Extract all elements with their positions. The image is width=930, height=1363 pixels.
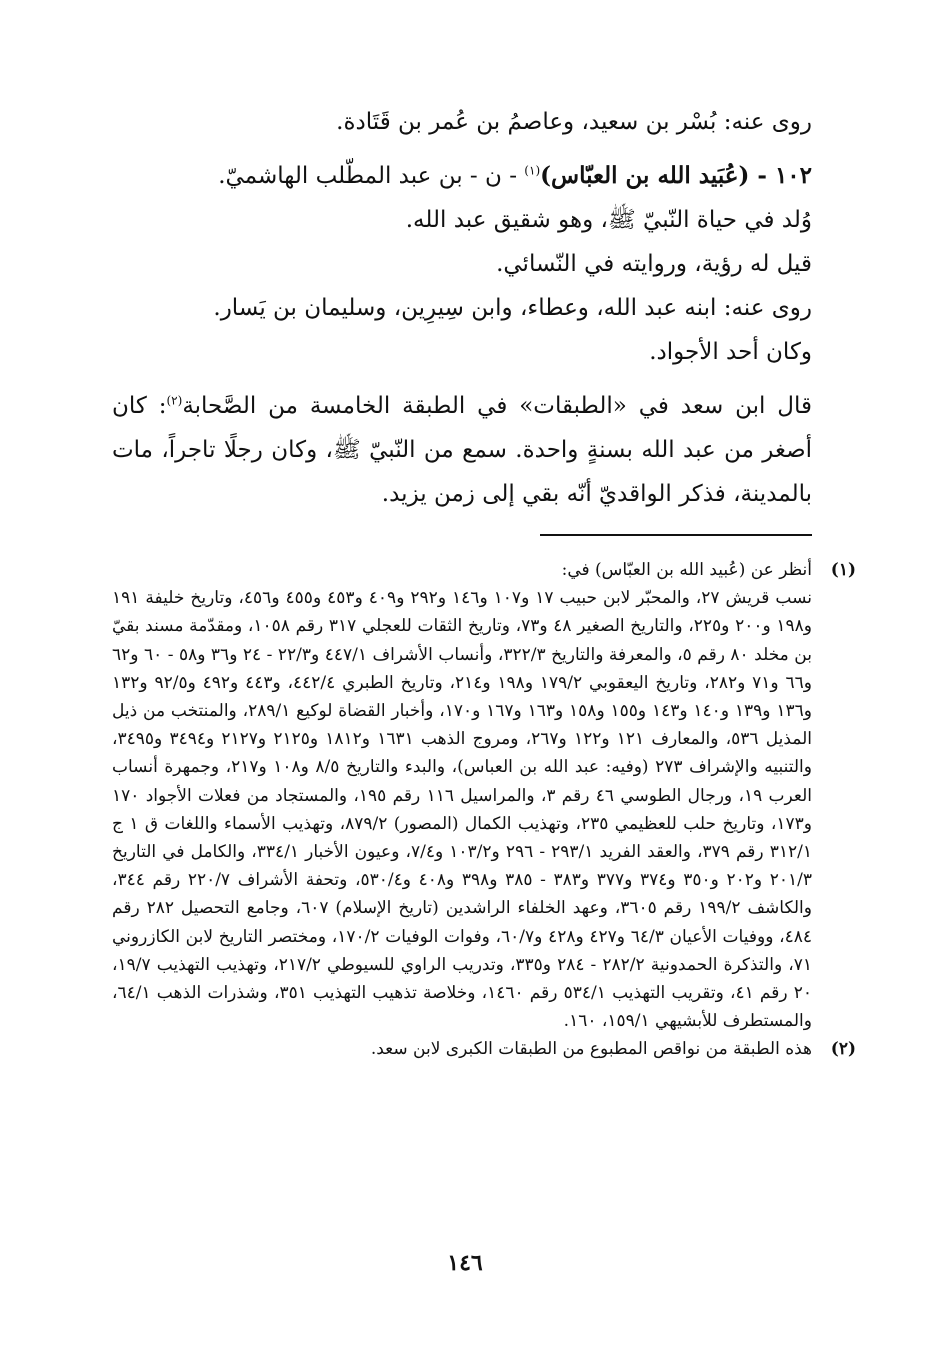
footnotes-section	[112, 556, 856, 1064]
footnote-divider	[540, 534, 812, 536]
footnote-marker-2[interactable]: (٢)	[166, 393, 183, 408]
narrated-by-line: روى عنه: ابنه عبد الله، وعطاء، وابن سِيرِين، وسليمان بن يَسار.	[213, 295, 812, 321]
footnote-number: (٢)	[830, 1039, 856, 1060]
footnote-1	[112, 556, 856, 1035]
born-line: وُلد في حياة النّبيّ ﷺ، وهو شقيق عبد الله.	[405, 207, 812, 233]
footnote-heading: أنظر عن (عُبيد الله بن العبّاس) في:	[561, 560, 812, 580]
footnote-sources: نسب قريش ٢٧، والمحبّر لابن حبيب ١٧ و١٠٧ و١٤٦ و٢٩٢ و٤٠٩ و٤٥٣ و٤٥٥ و٤٥٦، وتاريخ خليفة ١٩١ و١٩٨ و٢٠٠ و٢٢٥، والتاريخ الصغير ٤٨ و٧٣، وتاريخ الثقات للعجلي ٣١٧ رقم ١٠٥٨، ومقدّمة مسند بقيّ بن مخلد ٨٠ رقم ٥، والمعرفة والتاريخ ٣٢٢/٣، وأنساب الأشراف ٤٤٧/١ و٢٢/٣ - ٢٤ و٣٦ و٥٨ - ٦٠ و٦٢ و٦٦ و٧١ و٢٨٢، وتاريخ اليعقوبي ١٧٩/٢ و١٩٨ و٢١٤، وتاريخ الطبري ٤٤٢/٤، و٤٤٣ و٤٩٢ و٩٢/٥ و١٣٢ و١٣٦ و١٣٩ و١٤٠ و١٤٣ و١٥٥ و١٥٨ و١٦٣ و١٦٧ و١٧٠، وأخبار القضاة لوكيع ٢٨٩/١، والمنتخب من ذيل المذيل ٥٣٦، والمعارف ١٢١ و١٢٢ و٢٦٧، ومروج الذهب ١٦٣١ و١٨١٢ و٢١٢٥ و٢١٢٧ و٣٤٩٤ و٣٤٩٥، والتنبيه والإشراف ٢٧٣ (وفيه: عبد الله بن العباس)، والبدء والتاريخ ٨/٥ و١٠٨ و٢١٧، وجمهرة أنساب العرب ١٩، ورجال الطوسي ٤٦ رقم ٣، والمراسيل ١١٦ رقم ١٩٥، والمستجاد من فعلات الأجواد ١٧٠ و١٧٣، وتاريخ حلب للعظيمي ٢٣٥، وتهذيب الكمال (المصور) ٨٧٩/٢، وتهذيب الأسماء واللغات ق ١ ج ٣١٢/١ رقم ٣٧٩، والعقد الفريد ٢٩٣/١ - ٢٩٦ و١٠٣/٢ و٧/٤، وعيون الأخبار ٣٣٤/١، والكامل في التاريخ ٢٠١/٣ و٢٠٢ و٣٥٠ و٣٧٤ و٣٧٧ و٣٨٣ - ٣٨٥ و٣٩٨ و٤٠٨ و٥٣٠/٤، وتحفة الأشراف ٢٢٠/٧ رقم ٣٤٤، والكاشف ١٩٩/٢ رقم ٣٦٠٥، وعهد الخلفاء الراشدين (تاريخ الإسلام) ٦٠٧، وجامع التحصيل ٢٨٢ رقم ٤٨٤، ووفيات الأعيان ٦٤/٣ و٤٢٧ و٤٢٨ و٦٠/٧، وفوات الوفيات ١٧٠/٢، ومختصر التاريخ لابن الكازروني ٧١، والتذكرة الحمدونية ٢٨٢/٢ - ٢٨٤ و٣٣٥، وتدريب الراوي للسيوطي ٢١٧/٢، وتهذيب التهذيب ١٩/٧، ٢٠ رقم ٤١، وتقريب التهذيب ٥٣٤/١ رقم ١٤٦٠، وخلاصة تذهيب التهذيب ٣٥١، وشذرات الذهب ٦٤/١، والمستطرف للأبشيهي ١٥٩/١، ١٦٠.	[112, 588, 813, 1032]
generous-line: وكان أحد الأجواد.	[649, 339, 812, 365]
vision-line: قيل له رؤية، وروايته في النّسائي.	[496, 251, 812, 277]
main-text	[112, 100, 812, 516]
ibn-saad-paragraph	[112, 384, 812, 516]
entry-number: ١٠٢ -	[749, 162, 812, 189]
entry-name: (عُبَيد الله بن العبّاس)	[540, 162, 750, 189]
ibn-saad-text-after: : كان أصغر من عبد الله بسنةٍ واحدة. سمع من النّبيّ ﷺ، وكان رجلًا تاجراً، مات بالمدينة، فذكر الواقديّ أنّه بقي إلى زمن يزيد.	[112, 393, 812, 507]
narrators-line: روى عنه: بُسْر بن سعيد، وعاصمُ بن عُمر بن قَتَادة.	[336, 109, 812, 135]
footnote-2	[112, 1035, 856, 1063]
footnote-number: (١)	[830, 560, 856, 580]
footnote-marker-1[interactable]: (١)	[524, 163, 541, 178]
ibn-saad-text-before: قال ابن سعد في «الطبقات» في الطبقة الخامسة من الصَّحابة	[182, 393, 812, 419]
page-number: ١٤٦	[447, 1250, 483, 1276]
entry-lineage: - ن - بن عبد المطّلب الهاشميّ.	[218, 163, 525, 189]
footnote-heading: هذه الطبقة من نواقص المطبوع من الطبقات الكبرى لابن سعد.	[370, 1039, 812, 1060]
biography-entry-heading	[112, 154, 812, 198]
